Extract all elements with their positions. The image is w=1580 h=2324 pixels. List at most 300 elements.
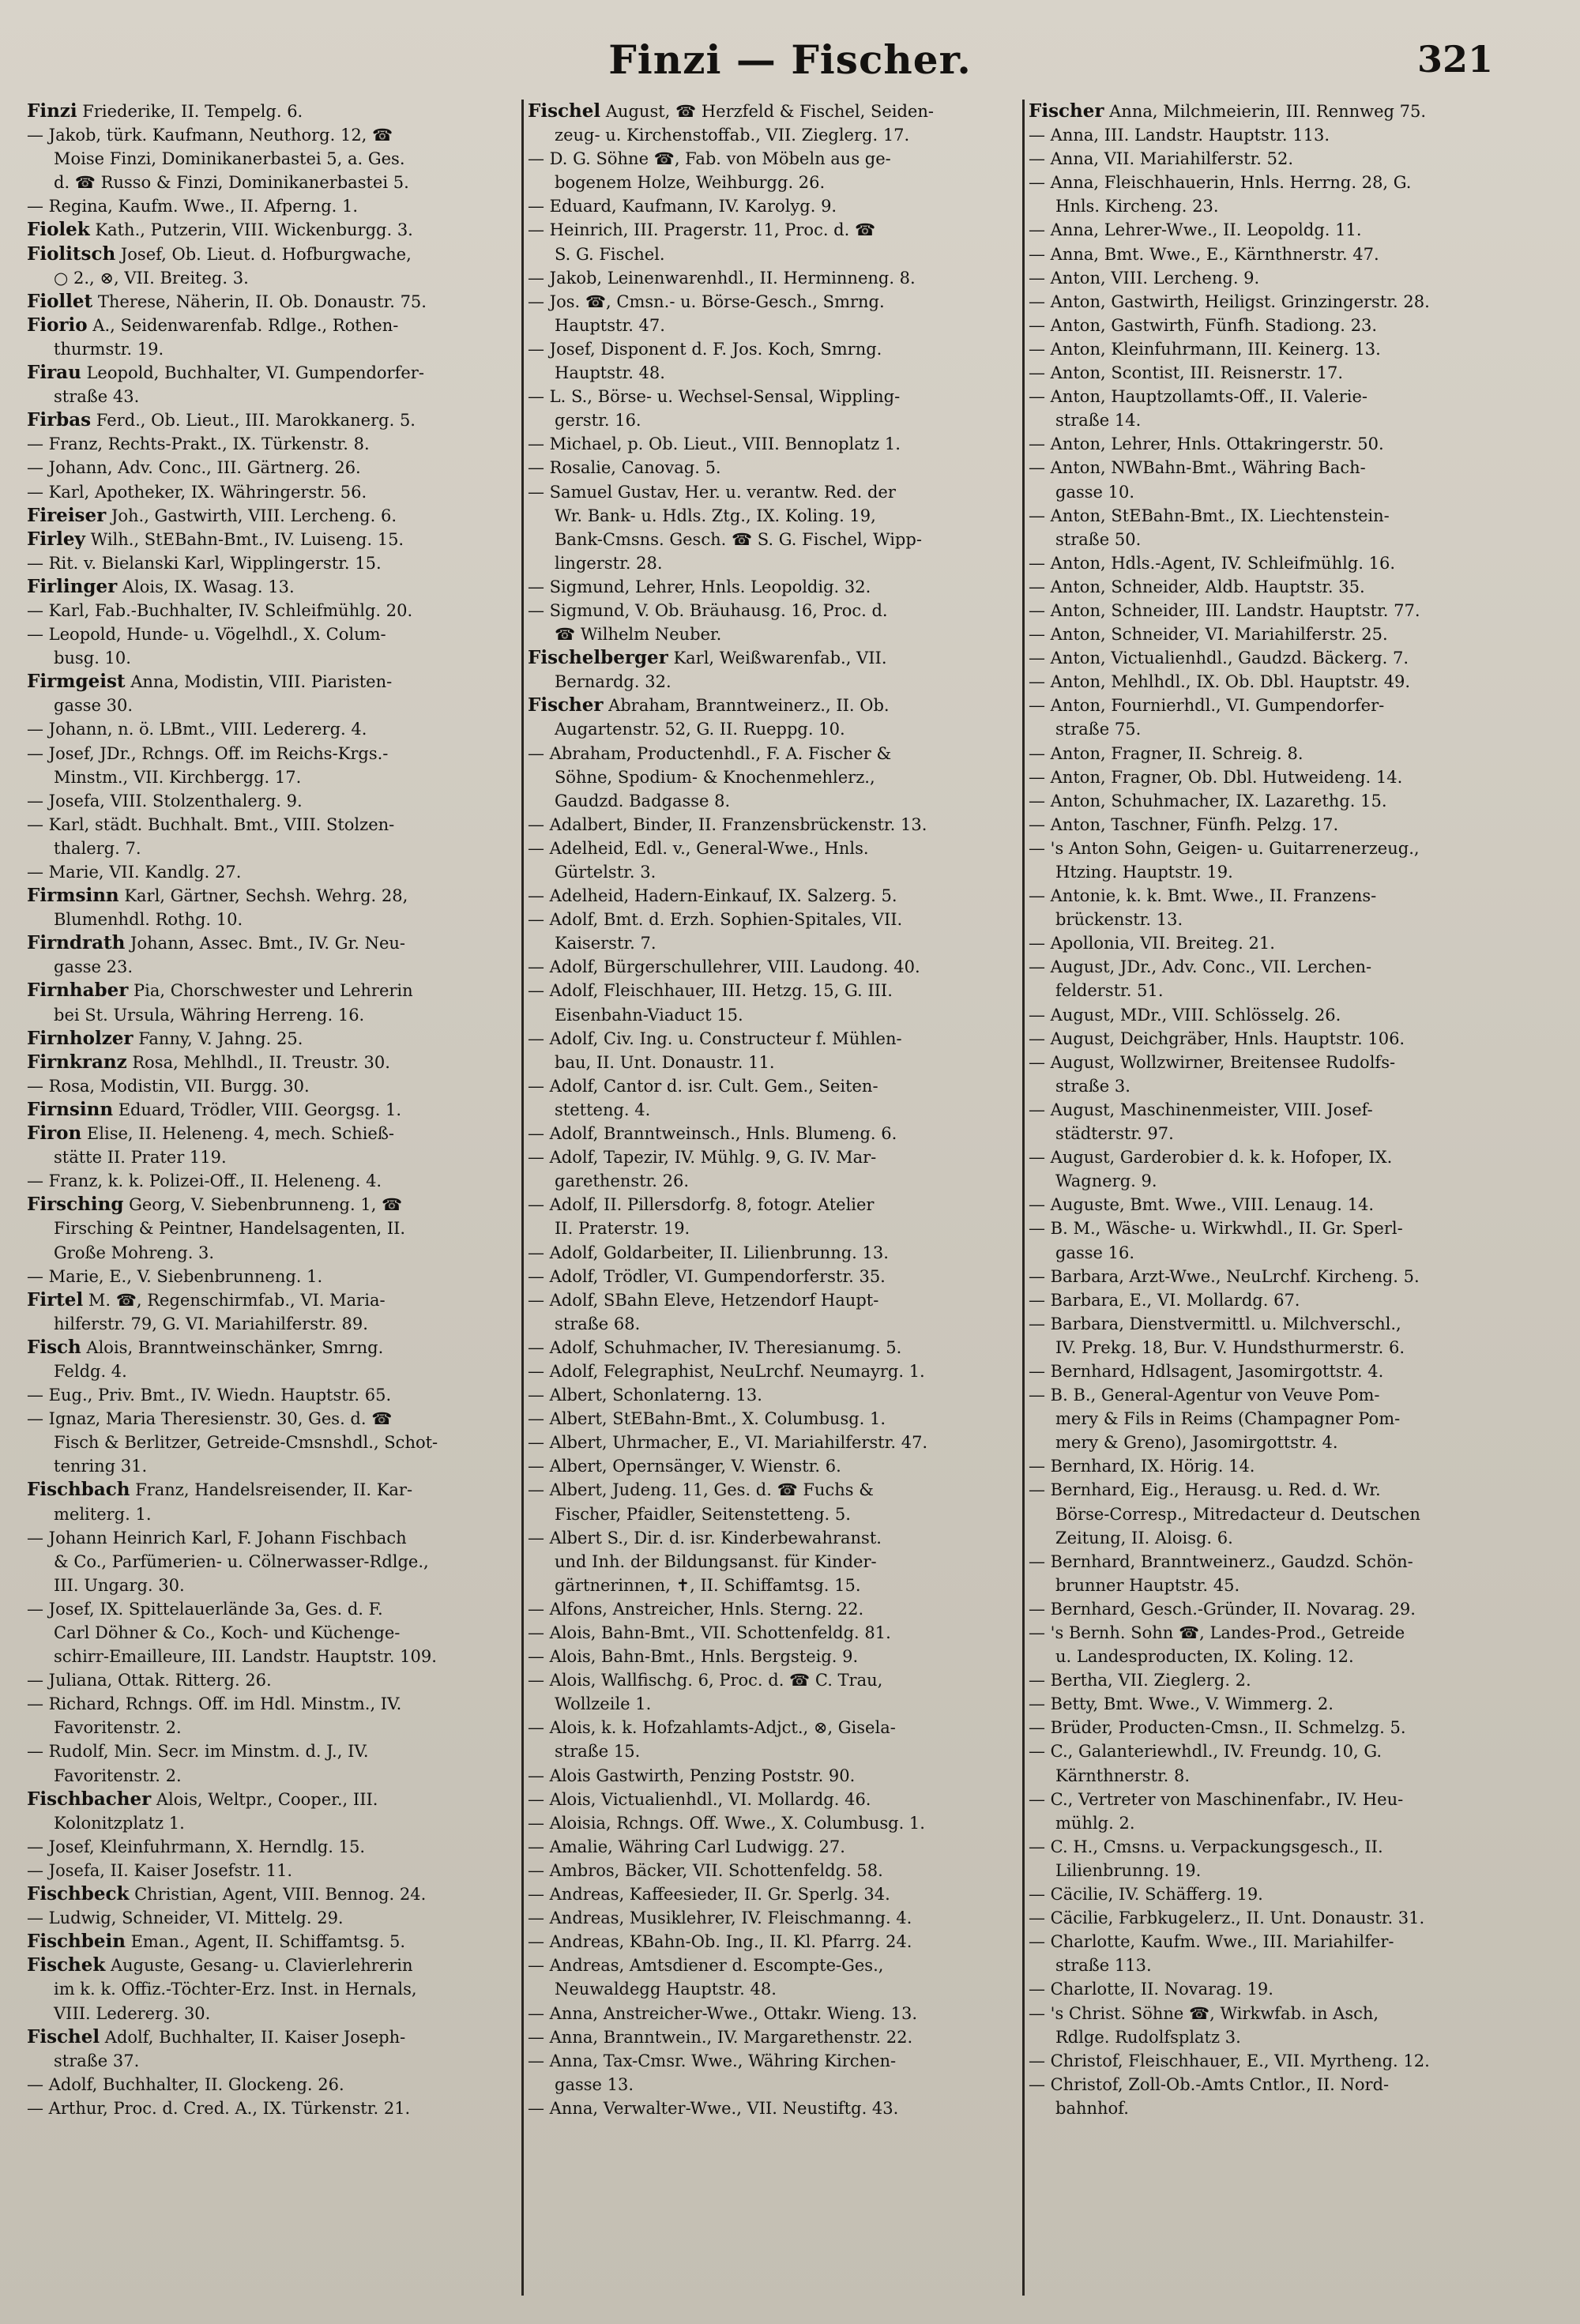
surname: Fiolitsch [27,243,116,265]
directory-entry-heading [27,1122,523,1145]
directory-entry-line: — Josefa, VIII. Stolzenthalerg. 9. [27,791,303,810]
directory-entry-line: — Franz, k. k. Polizei-Off., II. Heleneng. 4. [27,1171,382,1191]
directory-entry-line: — August, Maschinenmeister, VIII. Josef- [1029,1100,1373,1119]
directory-entry-line: — Karl, städt. Buchhalt. Bmt., VIII. Stolzen- [27,814,395,834]
directory-entry-line: — Josef, JDr., Rchngs. Off. im Reichs-Krgs.- [27,743,389,763]
entry-details: Rosa, Mehlhdl., II. Treustr. 30. [126,1052,390,1072]
directory-entry-line: — Anna, Fleischhauerin, Hnls. Herrng. 28, G. [1029,173,1412,193]
directory-entry-line: — Barbara, E., VI. Mollardg. 67. [1029,1290,1300,1310]
entry-details: Elise, II. Heleneng. 4, mech. Schieß- [81,1124,394,1144]
directory-entry-line: — Antonie, k. k. Bmt. Wwe., II. Franzens- [1029,886,1377,906]
directory-entry-line: — Sigmund, Lehrer, Hnls. Leopoldig. 32. [528,577,871,596]
directory-entry-line: — Eduard, Kaufmann, IV. Karolyg. 9. [528,197,837,216]
directory-entry-line: — Franz, Rechts-Prakt., IX. Türkenstr. 8. [27,434,370,454]
directory-entry-line: — Christof, Fleischhauer, E., VII. Myrtheng. 12. [1029,2051,1430,2070]
directory-entry-line: — Apollonia, VII. Breiteg. 21. [1029,934,1275,953]
entry-details: Anna, Modistin, VIII. Piaristen- [125,672,393,692]
directory-entry-line: — Josef, Kleinfuhrmann, X. Herndlg. 15. [27,1837,366,1856]
directory-entry-line: — Adolf, Tapezir, IV. Mühlg. 9, G. IV. Mar- [528,1148,877,1168]
directory-entry-line: mühlg. 2. [1055,1813,1135,1833]
directory-entry-line: — Betty, Bmt. Wwe., V. Wimmerg. 2. [1029,1694,1334,1714]
directory-entry-line: — Anton, Hauptzollamts-Off., II. Valerie- [1029,387,1367,407]
entry-details: Adolf, Buchhalter, II. Kaiser Joseph- [100,2027,406,2047]
directory-entry-line: — 's Christ. Söhne ☎, Wirkwfab. in Asch, [1029,2003,1379,2023]
directory-entry-line: — Andreas, Kaffeesieder, II. Gr. Sperlg. 34. [528,1885,890,1905]
directory-entry-line: bau, II. Unt. Donaustr. 11. [555,1052,775,1072]
directory-entry-line: — Anton, VIII. Lercheng. 9. [1029,268,1260,288]
entry-details: August, ☎ Herzfeld & Fischel, Seiden- [600,102,934,121]
directory-entry-line: straße 50. [1055,529,1142,549]
page-number: 321 [1416,38,1493,81]
directory-entry-line: — Sigmund, V. Ob. Bräuhausg. 16, Proc. d. [528,600,888,620]
directory-entry-line: — Anna, Verwalter-Wwe., VII. Neustiftg. 43. [528,2098,899,2118]
directory-entry-line: Kolonitzplatz 1. [54,1813,185,1833]
entry-details: Anna, Milchmeierin, III. Rennweg 75. [1104,102,1427,121]
directory-entry-line: Hauptstr. 47. [555,315,665,335]
surname: Finzi [27,100,77,122]
surname: Fischel [528,100,601,122]
directory-entry-line: — Anton, NWBahn-Bmt., Währing Bach- [1029,458,1366,478]
directory-entry-line: — Abraham, Productenhdl., F. A. Fischer & [528,743,892,763]
surname: Fischel [27,2025,100,2048]
directory-entry-line: Fischer, Pfaidler, Seitenstetteng. 5. [555,1504,851,1524]
directory-entry-line: garethenstr. 26. [555,1171,690,1191]
directory-entry-line: — Albert, Judeng. 11, Ges. d. ☎ Fuchs & [528,1480,874,1500]
column-right [1029,100,1525,2296]
directory-entry-line: gasse 13. [555,2074,634,2094]
directory-entry-line: — Barbara, Dienstvermittl. u. Milchverschl., [1029,1314,1401,1333]
directory-entry-line: — Anton, Schneider, VI. Mariahilferstr. 25. [1029,625,1388,645]
directory-entry-line: — Anton, Fragner, II. Schreig. 8. [1029,743,1304,763]
directory-entry-line: — Karl, Apotheker, IX. Währingerstr. 56. [27,482,367,502]
directory-entry-line: Augartenstr. 52, G. II. Rueppg. 10. [555,720,845,739]
directory-entry-line: stätte II. Prater 119. [54,1148,227,1168]
directory-entry-line: gasse 10. [1055,482,1135,502]
directory-entry-heading [27,528,523,551]
surname: Firlinger [27,575,118,597]
directory-entry-line: — Adolf, Branntweinsch., Hnls. Blumeng. 6. [528,1124,897,1144]
column-divider [1022,100,1025,2296]
directory-entry-line: — Adolf, Schuhmacher, IV. Theresianumg. 5. [528,1337,902,1357]
directory-entry-line: hilferstr. 79, G. VI. Mariahilferstr. 89. [54,1314,368,1333]
directory-entry-line: — Johann Heinrich Karl, F. Johann Fischbach [27,1528,407,1547]
directory-entry-line: — Adolf, Bürgerschullehrer, VIII. Laudong. 40. [528,957,920,977]
directory-entry-line: ☎ Wilhelm Neuber. [555,625,722,645]
directory-entry-line: — 's Bernh. Sohn ☎, Landes-Prod., Getreide [1029,1623,1405,1642]
directory-entry-heading [27,1098,523,1122]
directory-entry-heading [27,670,523,694]
directory-entry-line: — Bernhard, Hdlsagent, Jasomirgottstr. 4. [1029,1361,1384,1381]
directory-entry-line: — Adelheid, Hadern-Einkauf, IX. Salzerg. 5. [528,886,897,906]
directory-entry-line: — Anton, Taschner, Fünfh. Pelzg. 17. [1029,814,1339,834]
directory-entry-heading [27,314,523,337]
surname: Firnkranz [27,1051,127,1073]
directory-entry-heading [27,243,523,266]
directory-entry-line: straße 37. [54,2051,140,2070]
entry-details: A., Seidenwarenfab. Rdlge., Rothen- [87,315,399,335]
directory-entry-line: — Albert S., Dir. d. isr. Kinderbewahranst. [528,1528,882,1547]
directory-entry-heading [27,931,523,955]
surname: Firnholzer [27,1027,134,1049]
directory-entry-line: — Anton, Schneider, Aldb. Hauptstr. 35. [1029,577,1365,596]
directory-entry-line: — Charlotte, II. Novarag. 19. [1029,1980,1273,1999]
entry-details: Georg, V. Siebenbrunneng. 1, ☎ [123,1195,403,1215]
directory-entry-line: — Alois, k. k. Hofzahlamts-Adjct., ⊗, Gisela- [528,1718,896,1738]
directory-entry-line: — Cäcilie, IV. Schäfferg. 19. [1029,1885,1263,1905]
entry-details: Karl, Weißwarenfab., VII. [668,649,887,668]
directory-entry-line: straße 75. [1055,720,1142,739]
directory-entry-line: — Richard, Rchngs. Off. im Hdl. Minstm., IV. [27,1694,402,1714]
surname: Fischer [1029,100,1104,122]
directory-entry-heading [528,646,1024,670]
directory-entry-line: — Johann, Adv. Conc., III. Gärtnerg. 26. [27,458,361,478]
directory-entry-line: — Anton, StEBahn-Bmt., IX. Liechtenstein- [1029,506,1390,525]
directory-entry-line: Favoritenstr. 2. [54,1718,182,1738]
directory-entry-line: — Albert, Uhrmacher, E., VI. Mariahilferstr. 47. [528,1433,928,1453]
entry-details: Friederike, II. Tempelg. 6. [77,102,303,121]
directory-entry-line: Rdlge. Rudolfsplatz 3. [1055,2027,1241,2047]
entry-details: Franz, Handelsreisender, II. Kar- [130,1480,413,1500]
directory-entry-line: straße 68. [555,1314,641,1333]
directory-entry-line: — L. S., Börse- u. Wechsel-Sensal, Wippling- [528,387,901,407]
entry-details: M. ☎, Regenschirmfab., VI. Maria- [83,1290,386,1310]
directory-entry-line: — Anna, Lehrer-Wwe., II. Leopoldg. 11. [1029,220,1362,240]
directory-entry-line: — Rit. v. Bielanski Karl, Wipplingerstr. 15. [27,553,382,573]
directory-entry-line: — Alois, Bahn-Bmt., Hnls. Bergsteig. 9. [528,1647,859,1667]
directory-entry-heading [27,1336,523,1359]
directory-entry-heading [27,218,523,242]
directory-entry-line: gärtnerinnen, ✝, II. Schiffamtsg. 15. [555,1575,861,1595]
directory-entry-line: — Alois, Bahn-Bmt., VII. Schottenfeldg. 81. [528,1623,891,1642]
directory-entry-line: — Adolf, SBahn Eleve, Hetzendorf Haupt- [528,1290,879,1310]
surname: Fiorio [27,314,88,336]
directory-entry-line: — Adelheid, Edl. v., General-Wwe., Hnls. [528,838,869,858]
directory-entry-line: — Juliana, Ottak. Ritterg. 26. [27,1671,272,1690]
surname: Firsching [27,1194,124,1216]
directory-entry-line: mery & Fils in Reims (Champagner Pom- [1055,1409,1401,1429]
directory-entry-line: — Rudolf, Min. Secr. im Minstm. d. J., IV. [27,1742,369,1762]
directory-entry-line: Lilienbrunng. 19. [1055,1860,1202,1880]
directory-entry-line: bei St. Ursula, Währing Herreng. 16. [54,1005,365,1025]
directory-entry-line: — Jakob, Leinenwarenhdl., II. Herminneng. 8. [528,268,916,288]
directory-entry-heading [27,1954,523,1977]
directory-entry-heading [27,1930,523,1954]
directory-entry-line: — C., Galanteriewhdl., IV. Freundg. 10, G. [1029,1742,1382,1762]
surname: Fiollet [27,290,93,312]
surname: Fischbach [27,1479,130,1501]
directory-entry-line: — Adolf, II. Pillersdorfg. 8, fotogr. Atelier [528,1195,875,1215]
directory-entry-line: — August, MDr., VIII. Schlösselg. 26. [1029,1005,1341,1025]
directory-entry-line: Feldg. 4. [54,1361,127,1381]
directory-entry-line: lingerstr. 28. [555,553,663,573]
surname: Firbas [27,409,92,431]
directory-entry-line: — Rosalie, Canovag. 5. [528,458,721,478]
directory-entry-line: — Bernhard, IX. Hörig. 14. [1029,1457,1255,1476]
directory-entry-line: — C., Vertreter von Maschinenfabr., IV. Heu- [1029,1789,1404,1809]
entry-details: Karl, Gärtner, Sechsh. Wehrg. 28, [118,886,408,906]
directory-entry-line: Minstm., VII. Kirchbergg. 17. [54,767,302,787]
directory-entry-line: — Bertha, VII. Zieglerg. 2. [1029,1671,1251,1690]
directory-entry-line: — August, Deichgräber, Hnls. Hauptstr. 106. [1029,1029,1405,1048]
directory-entry-line: Gaudzd. Badgasse 8. [555,791,731,810]
surname: Fisch [27,1336,81,1358]
directory-entry-line: Börse-Corresp., Mitredacteur d. Deutschen [1055,1504,1420,1524]
entry-details: Joh., Gastwirth, VIII. Lercheng. 6. [106,506,397,525]
directory-entry-line: Htzing. Hauptstr. 19. [1055,863,1233,882]
directory-entry-line: — Christof, Zoll-Ob.-Amts Cntlor., II. Nord- [1029,2074,1390,2094]
directory-entry-line: — August, Wollzwirner, Breitensee Rudolfs- [1029,1052,1396,1072]
directory-entry-line: — Bernhard, Eig., Herausg. u. Red. d. Wr. [1029,1480,1381,1500]
directory-entry-line: — Josefa, II. Kaiser Josefstr. 11. [27,1860,293,1880]
directory-entry-heading [27,361,523,385]
directory-entry-line: — Anna, VII. Mariahilferstr. 52. [1029,149,1294,169]
surname: Firndrath [27,932,126,954]
directory-entry-line: — Ambros, Bäcker, VII. Schottenfeldg. 58. [528,1860,883,1880]
directory-entry-line: — Andreas, Musiklehrer, IV. Fleischmanng. 4. [528,1908,912,1928]
directory-entry-line: Wagnerg. 9. [1055,1171,1157,1191]
surname: Fischbacher [27,1788,152,1810]
directory-entry-line: — Leopold, Hunde- u. Vögelhdl., X. Colum- [27,625,386,645]
directory-entry-line: Bank-Cmsns. Gesch. ☎ S. G. Fischel, Wipp- [555,529,922,549]
directory-entry-line: — Adolf, Goldarbeiter, II. Lilienbrunng. 13. [528,1243,889,1262]
directory-entry-line: gasse 23. [54,957,134,977]
directory-entry-line: gasse 30. [54,696,134,716]
directory-entry-line: — Anton, Mehlhdl., IX. Ob. Dbl. Hauptstr. 49. [1029,672,1411,692]
directory-entry-line: u. Landesproducten, IX. Koling. 12. [1055,1647,1354,1667]
directory-entry-line: straße 15. [555,1742,641,1762]
directory-entry-line: — Albert, StEBahn-Bmt., X. Columbusg. 1. [528,1409,886,1429]
surname: Firmsinn [27,885,119,907]
directory-entry-line: städterstr. 97. [1055,1124,1174,1144]
directory-entry-line: — Arthur, Proc. d. Cred. A., IX. Türkenstr. 21. [27,2098,411,2118]
entry-details: Wilh., StEBahn-Bmt., IV. Luiseng. 15. [85,529,404,549]
directory-entry-line: — Ignaz, Maria Theresienstr. 30, Ges. d. ☎ [27,1409,393,1429]
directory-entry-heading [27,408,523,432]
directory-entry-line: — 's Anton Sohn, Geigen- u. Guitarrenerzeug., [1029,838,1420,858]
column-left [27,100,523,2296]
directory-entry-line: straße 43. [54,387,140,407]
directory-entry-heading [27,2025,523,2049]
directory-entry-line: Gürtelstr. 3. [555,863,656,882]
directory-entry-line: — Karl, Fab.-Buchhalter, IV. Schleifmühlg. 20. [27,600,413,620]
directory-entry-heading [27,575,523,599]
directory-entry-line: Blumenhdl. Rothg. 10. [54,910,243,930]
directory-entry-heading [27,1193,523,1217]
directory-entry-line: straße 14. [1055,411,1142,431]
directory-entry-line: — August, JDr., Adv. Conc., VII. Lerchen- [1029,957,1372,977]
directory-entry-line: III. Ungarg. 30. [54,1575,185,1595]
directory-entry-line: — C. H., Cmsns. u. Verpackungsgesch., II. [1029,1837,1383,1856]
directory-entry-line: — Adolf, Fleischhauer, III. Hetzg. 15, G. III. [528,981,893,1001]
directory-entry-line: Favoritenstr. 2. [54,1766,182,1785]
surname: Firtel [27,1288,84,1311]
directory-entry-line: — Anton, Fragner, Ob. Dbl. Hutweideng. 14. [1029,767,1403,787]
surname: Fiolek [27,219,90,241]
surname: Firnsinn [27,1098,114,1120]
surname: Firley [27,528,85,550]
entry-details: Kath., Putzerin, VIII. Wickenburgg. 3. [89,220,413,240]
directory-entry-heading [27,1288,523,1312]
directory-entry-line: schirr-Emailleure, III. Landstr. Hauptstr. 109. [54,1647,437,1667]
directory-entry-line: bogenem Holze, Weihburgg. 26. [555,173,826,193]
directory-entry-line: brunner Hauptstr. 45. [1055,1575,1240,1595]
directory-entry-line: — Brüder, Producten-Cmsn., II. Schmelzg. 5. [1029,1718,1406,1738]
directory-entry-line: Söhne, Spodium- & Knochenmehlerz., [555,767,875,787]
directory-entry-line: — Adolf, Bmt. d. Erzh. Sophien-Spitales, VII. [528,910,903,930]
directory-entry-line: Bernardg. 32. [555,672,672,692]
surname: Firon [27,1123,82,1145]
entry-details: Ferd., Ob. Lieut., III. Marokkanerg. 5. [91,411,416,431]
entry-details: Alois, IX. Wasag. 13. [117,577,295,596]
directory-entry-line: — Amalie, Währing Carl Ludwigg. 27. [528,1837,845,1856]
entry-details: Christian, Agent, VIII. Bennog. 24. [129,1885,427,1905]
surname: Fireiser [27,504,107,526]
directory-entry-line: und Inh. der Bildungsanst. für Kinder- [555,1551,877,1571]
directory-entry-line: — Albert, Schonlaterng. 13. [528,1386,762,1405]
entry-details: Therese, Näherin, II. Ob. Donaustr. 75. [92,291,427,311]
directory-entry-line: — Adalbert, Binder, II. Franzensbrückenstr. 13. [528,814,927,834]
directory-entry-line: tenring 31. [54,1457,148,1476]
directory-entry-line: Firsching & Peintner, Handelsagenten, II. [54,1219,406,1239]
surname: Fischbein [27,1931,126,1953]
directory-entry-line: — Heinrich, III. Pragerstr. 11, Proc. d. ☎ [528,220,876,240]
entry-details: Pia, Chorschwester und Lehrerin [128,981,413,1001]
directory-entry-line: Wr. Bank- u. Hdls. Ztg., IX. Koling. 19, [555,506,876,525]
directory-entry-line: Große Mohreng. 3. [54,1243,215,1262]
directory-entry-line: — Anna, Bmt. Wwe., E., Kärnthnerstr. 47. [1029,244,1379,264]
page-header [0,30,1580,93]
directory-entry-line: — Andreas, Amtsdiener d. Escompte-Ges., [528,1956,884,1976]
directory-entry-line: — Marie, E., V. Siebenbrunneng. 1. [27,1266,323,1286]
directory-entry-line: II. Praterstr. 19. [555,1219,690,1239]
directory-entry-line: — August, Garderobier d. k. k. Hofoper, IX. [1029,1148,1393,1168]
directory-entry-line: — Samuel Gustav, Her. u. verantw. Red. der [528,482,896,502]
directory-entry-line: — Anna, III. Landstr. Hauptstr. 113. [1029,126,1330,145]
entry-details: Johann, Assec. Bmt., IV. Gr. Neu- [125,934,406,953]
directory-entry-line: — Anton, Schuhmacher, IX. Lazarethg. 15. [1029,791,1387,810]
entry-details: Fanny, V. Jahng. 25. [133,1029,303,1048]
directory-entry-line: — Auguste, Bmt. Wwe., VIII. Lenaug. 14. [1029,1195,1375,1215]
surname: Fischer [528,694,604,716]
directory-entry-heading [27,1788,523,1811]
directory-entry-line: gerstr. 16. [555,411,641,431]
directory-entry-line: ○ 2., ⊗, VII. Breiteg. 3. [54,268,249,288]
directory-entry-line: — Anton, Hdls.-Agent, IV. Schleifmühlg. 16. [1029,553,1396,573]
directory-entry-line: — B. M., Wäsche- u. Wirkwhdl., II. Gr. Sperl- [1029,1219,1403,1239]
directory-entry-line: — Rosa, Modistin, VII. Burgg. 30. [27,1076,310,1096]
directory-entry-line: stetteng. 4. [555,1100,651,1119]
entry-details: Josef, Ob. Lieut. d. Hofburgwache, [115,244,412,264]
directory-entry-line: — Josef, IX. Spittelauerlände 3a, Ges. d. F. [27,1599,383,1619]
directory-entry-line: IV. Prekg. 18, Bur. V. Hundsthurmerstr. 6. [1055,1337,1405,1357]
entry-details: Eduard, Trödler, VIII. Georgsg. 1. [113,1100,402,1119]
directory-entry-line: Hnls. Kircheng. 23. [1055,197,1219,216]
directory-entry-line: — Alois, Victualienhdl., VI. Mollardg. 46. [528,1789,871,1809]
directory-entry-line: — Ludwig, Schneider, VI. Mittelg. 29. [27,1908,344,1928]
entry-details: Alois, Branntweinschänker, Smrng. [81,1337,384,1357]
directory-entry-line: — Anton, Gastwirth, Fünfh. Stadiong. 23. [1029,315,1378,335]
directory-entry-line: — Anton, Lehrer, Hnls. Ottakringerstr. 50. [1029,434,1384,454]
directory-entry-line: — Anton, Kleinfuhrmann, III. Keinerg. 13. [1029,339,1381,359]
directory-entry-line: — Adolf, Buchhalter, II. Glockeng. 26. [27,2074,344,2094]
directory-entry-line: — Alois Gastwirth, Penzing Poststr. 90. [528,1766,856,1785]
directory-entry-heading [27,504,523,528]
directory-entry-line: — Alois, Wallfischg. 6, Proc. d. ☎ C. Trau, [528,1671,883,1690]
directory-entry-line: — Aloisia, Rchngs. Off. Wwe., X. Columbusg. 1. [528,1813,925,1833]
directory-entry-line: bahnhof. [1055,2098,1129,2118]
surname: Firau [27,362,81,384]
directory-entry-line: Wollzeile 1. [555,1694,652,1714]
directory-entry-line: Kaiserstr. 7. [555,934,656,953]
directory-entry-line: — Albert, Opernsänger, V. Wienstr. 6. [528,1457,841,1476]
directory-entry-line: — Eug., Priv. Bmt., IV. Wiedn. Hauptstr. 65. [27,1386,392,1405]
directory-entry-line: — Adolf, Felegraphist, NeuLrchf. Neumayrg. 1. [528,1361,925,1381]
directory-entry-heading [27,1882,523,1906]
directory-entry-line: — Jos. ☎, Cmsn.- u. Börse-Gesch., Smrng. [528,291,885,311]
directory-entry-line: Zeitung, II. Aloisg. 6. [1055,1528,1233,1547]
surname: Fischelberger [528,647,668,669]
directory-entry-heading [27,1027,523,1051]
directory-entry-line: — Charlotte, Kaufm. Wwe., III. Mariahilfer- [1029,1932,1394,1952]
column-middle [528,100,1024,2296]
directory-entry-line: Neuwaldegg Hauptstr. 48. [555,1980,777,1999]
directory-entry-line: — Bernhard, Branntweinerz., Gaudzd. Schön- [1029,1551,1413,1571]
directory-entry-line: busg. 10. [54,649,131,668]
directory-entry-line: Hauptstr. 48. [555,363,665,383]
directory-entry-line: VIII. Ledererg. 30. [54,2003,211,2023]
surname: Firmgeist [27,671,126,693]
directory-entry-line: Fisch & Berlitzer, Getreide-Cmsnshdl., Schot- [54,1433,438,1453]
directory-entry-heading [1029,100,1525,123]
directory-entry-line: — Bernhard, Gesch.-Gründer, II. Novarag. 29. [1029,1599,1416,1619]
directory-entry-line: — Michael, p. Ob. Lieut., VIII. Bennoplatz 1. [528,434,901,454]
directory-entry-line: Kärnthnerstr. 8. [1055,1766,1191,1785]
directory-entry-line: gasse 16. [1055,1243,1135,1262]
directory-entry-line: — Adolf, Cantor d. isr. Cult. Gem., Seiten- [528,1076,878,1096]
directory-entry-heading [528,100,1024,123]
directory-entry-line: — Barbara, Arzt-Wwe., NeuLrchf. Kircheng. 5. [1029,1266,1420,1286]
directory-entry-line: — D. G. Söhne ☎, Fab. von Möbeln aus ge- [528,149,891,169]
directory-entry-line: meliterg. 1. [54,1504,152,1524]
entry-details: Alois, Weltpr., Cooper., III. [151,1789,378,1809]
directory-entry-line: — Anton, Schneider, III. Landstr. Hauptstr. 77. [1029,600,1420,620]
directory-entry-line: — Anna, Tax-Cmsr. Wwe., Währing Kirchen- [528,2051,897,2070]
directory-entry-line: — Anton, Victualienhdl., Gaudzd. Bäckerg. 7. [1029,649,1409,668]
directory-entry-line: — Anna, Anstreicher-Wwe., Ottakr. Wieng. 13. [528,2003,918,2023]
directory-entry-line: Eisenbahn-Viaduct 15. [555,1005,743,1025]
entry-details: Eman., Agent, II. Schiffamtsg. 5. [125,1932,405,1952]
surname: Fischek [27,1954,106,1976]
directory-entry-line: — Adolf, Civ. Ing. u. Constructeur f. Mühlen- [528,1029,902,1048]
entry-details: Abraham, Branntweinerz., II. Ob. [603,696,890,716]
directory-entry-line: — Josef, Disponent d. F. Jos. Koch, Smrng. [528,339,882,359]
directory-entry-line: zeug- u. Kirchenstoffab., VII. Zieglerg. 17. [555,126,910,145]
directory-entry-line: S. G. Fischel. [555,244,665,264]
directory-entry-line: thalerg. 7. [54,838,141,858]
surname: Fischbeck [27,1883,130,1905]
directory-entry-heading [27,1051,523,1074]
directory-entry-line: — Regina, Kaufm. Wwe., II. Afperng. 1. [27,197,359,216]
entry-details: Leopold, Buchhalter, VI. Gumpendorfer- [81,363,424,383]
directory-entry-line: d. ☎ Russo & Finzi, Dominikanerbastei 5. [54,173,409,193]
column-divider [521,100,524,2296]
directory-entry-line: — Anton, Fournierhdl., VI. Gumpendorfer- [1029,696,1385,716]
directory-entry-line: — Alfons, Anstreicher, Hnls. Sterng. 22. [528,1599,864,1619]
directory-entry-line: Moise Finzi, Dominikanerbastei 5, a. Ges. [54,149,405,169]
directory-entry-heading [528,694,1024,717]
directory-entry-line: — Johann, n. ö. LBmt., VIII. Ledererg. 4. [27,720,367,739]
directory-entry-heading [27,979,523,1002]
